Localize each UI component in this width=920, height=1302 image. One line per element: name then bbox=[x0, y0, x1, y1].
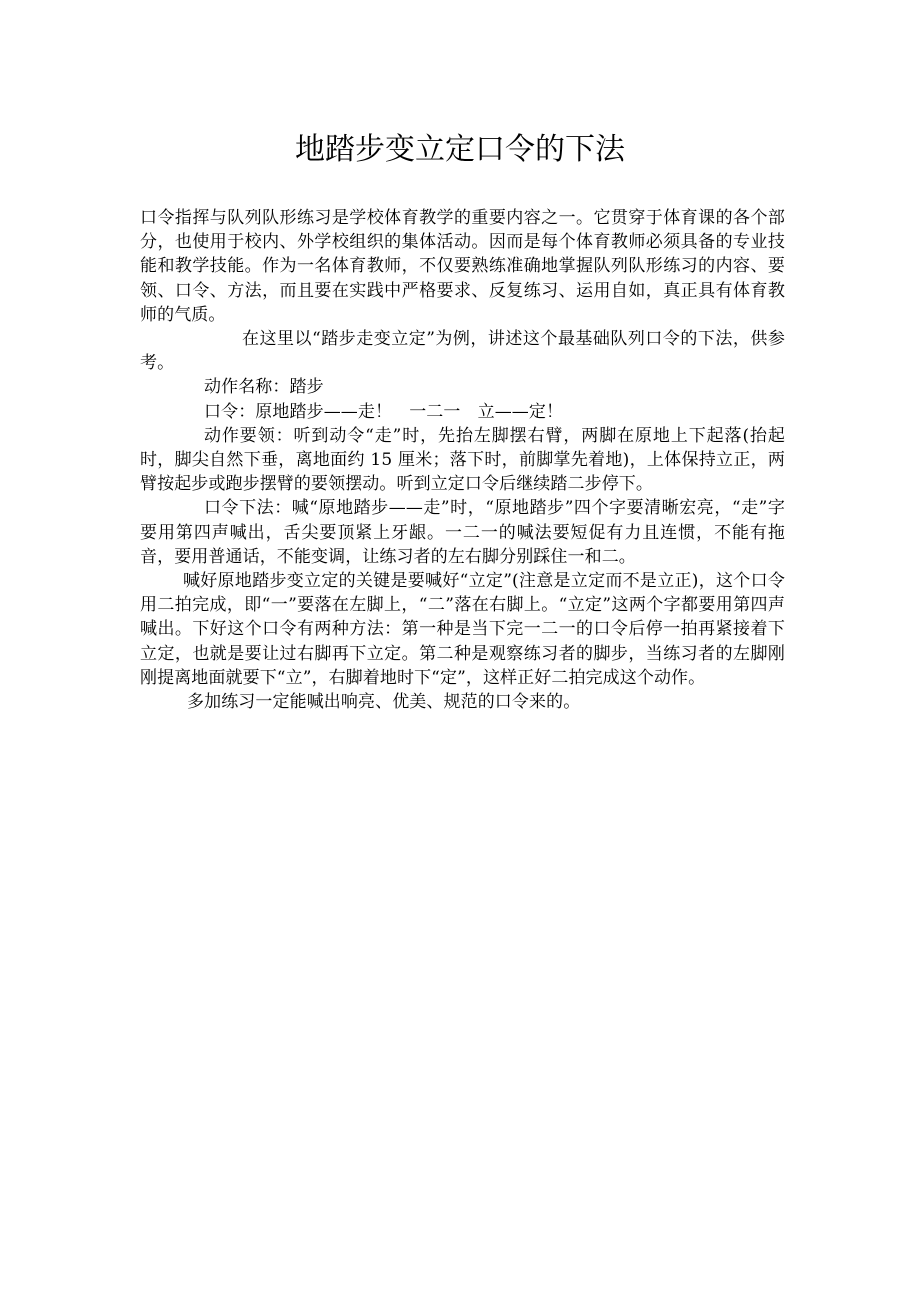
paragraph-command: 口令：原地踏步——走！ 一二一 立——定！ bbox=[204, 401, 564, 422]
document-body bbox=[140, 206, 785, 714]
paragraph-action-name: 动作名称：踏步 bbox=[204, 377, 324, 398]
paragraph-conclusion: 多加练习一定能喊出响亮、优美、规范的口令来的。 bbox=[187, 692, 581, 713]
paragraph-key-points: 喊好原地踏步变立定的关键是要喊好“立定”(注意是立定而不是立正)，这个口令用二拍完成，即“一”要落在左脚上，“二”落在右脚上。“立定”这两个字都要用第四声喊出。下好这个口令有两种方法：第一种是当下完一二一的口令后停一拍再紧接着下立定，也就是要让过右脚再下立定。第二种是观察练习者的脚步，当练习者的左脚刚刚提离地面就要下“立”，右脚着地时下“定”，这样正好二拍完成这个动作。 bbox=[140, 571, 785, 688]
paragraph-action-essentials: 动作要领：听到动令“走”时，先抬左脚摆右臂，两脚在原地上下起落(抬起时，脚尖自然下垂，离地面约 15 厘米；落下时，前脚掌先着地)，上体保持立正，两臂按起步或跑步摆臂的要领摆动。听到立定口令后继续踏二步停下。 bbox=[140, 425, 785, 495]
paragraph-example: 在这里以“踏步走变立定”为例，讲述这个最基础队列口令的下法，供参考。 bbox=[140, 329, 785, 374]
paragraph-command-method: 口令下法：喊“原地踏步——走”时，“原地踏步”四个字要清晰宏亮，“走”字要用第四声喊出，舌尖要顶紧上牙龈。一二一的喊法要短促有力且连惯，不能有拖音，要用普通话，不能变调，让练习者的左右脚分别踩住一和二。 bbox=[140, 498, 785, 567]
paragraph-intro: 口令指挥与队列队形练习是学校体育教学的重要内容之一。它贯穿于体育课的各个部分，也使用于校内、外学校组织的集体活动。因而是每个体育教师必须具备的专业技能和教学技能。作为一名体育教师，不仅要熟练准确地掌握队列队形练习的内容、要领、口令、方法，而且要在实践中严格要求、反复练习、运用自如，真正具有体育教师的气质。 bbox=[140, 208, 785, 325]
document-title: 地踏步变立定口令的下法 bbox=[295, 132, 625, 167]
